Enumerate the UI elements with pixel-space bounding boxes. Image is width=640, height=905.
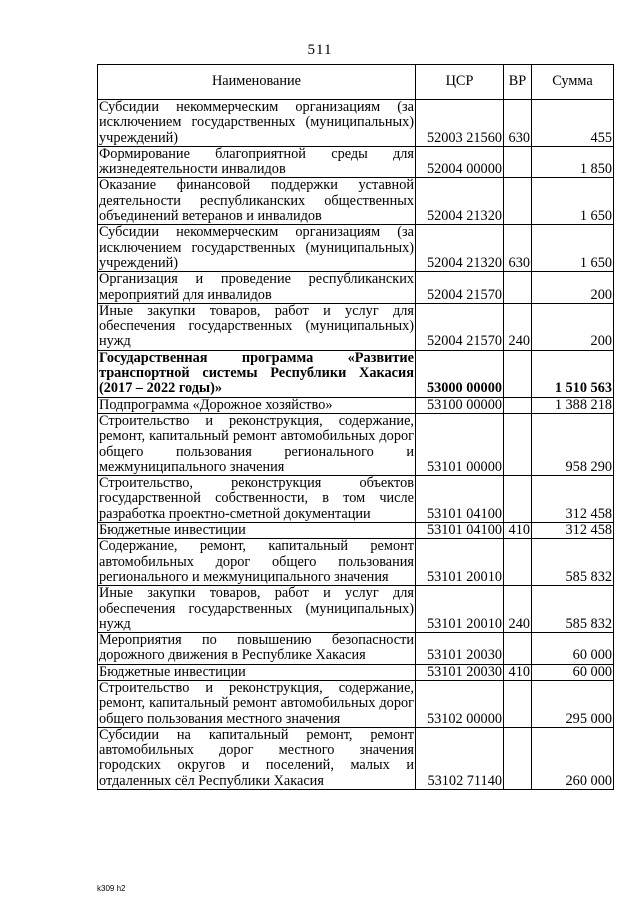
table-row (98, 664, 614, 680)
row-csr: 52004 21570 (416, 303, 504, 350)
row-sum: 1 650 (532, 225, 614, 272)
row-name: Субсидии на капитальный ремонт, ремонт автомобильных дорог местного значения городских округов и поселений, малых и отдаленных сёл Республики Хакасия (99, 726, 414, 789)
table-row (98, 727, 614, 789)
row-csr: 52004 21320 (416, 225, 504, 272)
row-name: Субсидии некоммерческим организациям (за исключением государственных (муниципальных) учреждений) (99, 224, 414, 271)
row-sum: 585 832 (532, 586, 614, 633)
row-sum: 1 510 563 (532, 350, 614, 397)
table-row (98, 476, 614, 523)
row-vr (504, 727, 532, 789)
row-name: Организация и проведение республиканских мероприятий для инвалидов (99, 271, 414, 303)
row-sum: 60 000 (532, 664, 614, 680)
row-name: Бюджетные инвестиции (98, 523, 416, 539)
table-row (98, 633, 614, 665)
row-name: Содержание, ремонт, капитальный ремонт автомобильных дорог общего пользования регионального и межмуниципального значения (99, 538, 414, 585)
row-vr (504, 476, 532, 523)
row-vr: 630 (504, 100, 532, 147)
table-row (98, 523, 614, 539)
table-row (98, 397, 614, 413)
row-csr: 52004 21320 (416, 178, 504, 225)
row-csr: 53101 20010 (416, 586, 504, 633)
row-csr: 53102 71140 (416, 727, 504, 789)
row-vr: 410 (504, 523, 532, 539)
row-sum: 455 (532, 100, 614, 147)
table-row (98, 146, 614, 178)
row-csr: 53101 20010 (416, 539, 504, 586)
row-csr: 53000 00000 (416, 350, 504, 397)
row-vr (504, 633, 532, 665)
row-vr: 410 (504, 664, 532, 680)
row-csr: 53101 20030 (416, 664, 504, 680)
row-vr (504, 539, 532, 586)
header-sum: Сумма (532, 65, 614, 100)
table-row (98, 225, 614, 272)
row-name: Строительство и реконструкция, содержание, ремонт, капитальный ремонт автомобильных дорог общего пользования местного значения (99, 679, 414, 727)
row-csr: 52003 21560 (416, 100, 504, 147)
row-sum: 1 388 218 (532, 397, 614, 413)
row-sum: 585 832 (532, 539, 614, 586)
row-csr: 53101 04100 (416, 523, 504, 539)
row-name: Мероприятия по повышению безопасности дорожного движения в Республике Хакасия (99, 632, 414, 664)
row-sum: 958 290 (532, 413, 614, 475)
row-vr (504, 272, 532, 304)
row-vr (504, 413, 532, 475)
row-name: Иные закупки товаров, работ и услуг для обеспечения государственных (муниципальных) нужд (99, 585, 414, 632)
table-row (98, 100, 614, 147)
table-row (98, 586, 614, 633)
row-csr: 53101 20030 (416, 633, 504, 665)
table-row (98, 680, 614, 727)
table-row (98, 272, 614, 304)
row-sum: 312 458 (532, 523, 614, 539)
table-row (98, 303, 614, 350)
row-csr: 53102 00000 (416, 680, 504, 727)
table-row (98, 178, 614, 225)
row-sum: 200 (532, 272, 614, 304)
row-sum: 1 850 (532, 146, 614, 178)
table-header-row (98, 65, 614, 100)
row-sum: 312 458 (532, 476, 614, 523)
row-sum: 1 650 (532, 178, 614, 225)
row-vr (504, 350, 532, 397)
page-number: 511 (307, 42, 333, 58)
row-vr (504, 397, 532, 413)
row-vr: 630 (504, 225, 532, 272)
row-sum: 295 000 (532, 680, 614, 727)
row-sum: 60 000 (532, 633, 614, 665)
row-name: Государственная программа «Развитие транспортной системы Республики Хакасия (2017 – 2022 годы)» (99, 349, 414, 397)
row-vr (504, 178, 532, 225)
row-vr (504, 146, 532, 178)
row-name: Иные закупки товаров, работ и услуг для обеспечения государственных (муниципальных) нужд (99, 302, 414, 350)
table-row (98, 350, 614, 397)
row-sum: 260 000 (532, 727, 614, 789)
row-csr: 53100 00000 (416, 397, 504, 413)
row-vr: 240 (504, 586, 532, 633)
footer-code: k309 h2 (97, 884, 126, 893)
header-name: Наименование (98, 65, 416, 100)
budget-table (97, 64, 614, 790)
row-name: Формирование благоприятной среды для жизнедеятельности инвалидов (99, 145, 414, 178)
row-csr: 52004 21570 (416, 272, 504, 304)
row-csr: 53101 00000 (416, 413, 504, 475)
row-vr (504, 680, 532, 727)
table-row (98, 539, 614, 586)
row-csr: 53101 04100 (416, 476, 504, 523)
row-csr: 52004 00000 (416, 146, 504, 178)
row-name: Подпрограмма «Дорожное хозяйство» (98, 397, 416, 413)
table-body (98, 100, 614, 790)
row-name: Субсидии некоммерческим организациям (за исключением государственных (муниципальных) учреждений) (99, 99, 414, 146)
row-name: Бюджетные инвестиции (98, 664, 416, 680)
row-name: Строительство, реконструкция объектов государственной собственности, в том числе разработка проектно-сметной документации (99, 475, 414, 522)
header-csr: ЦСР (416, 65, 504, 100)
header-vr: ВР (504, 65, 532, 100)
row-vr: 240 (504, 303, 532, 350)
table-row (98, 413, 614, 475)
row-sum: 200 (532, 303, 614, 350)
row-name: Оказание финансовой поддержки уставной деятельности республиканских общественных объединений ветеранов и инвалидов (99, 177, 414, 225)
row-name: Строительство и реконструкция, содержание, ремонт, капитальный ремонт автомобильных дорог общего пользования регионального и межмуниципального значения (99, 412, 414, 475)
